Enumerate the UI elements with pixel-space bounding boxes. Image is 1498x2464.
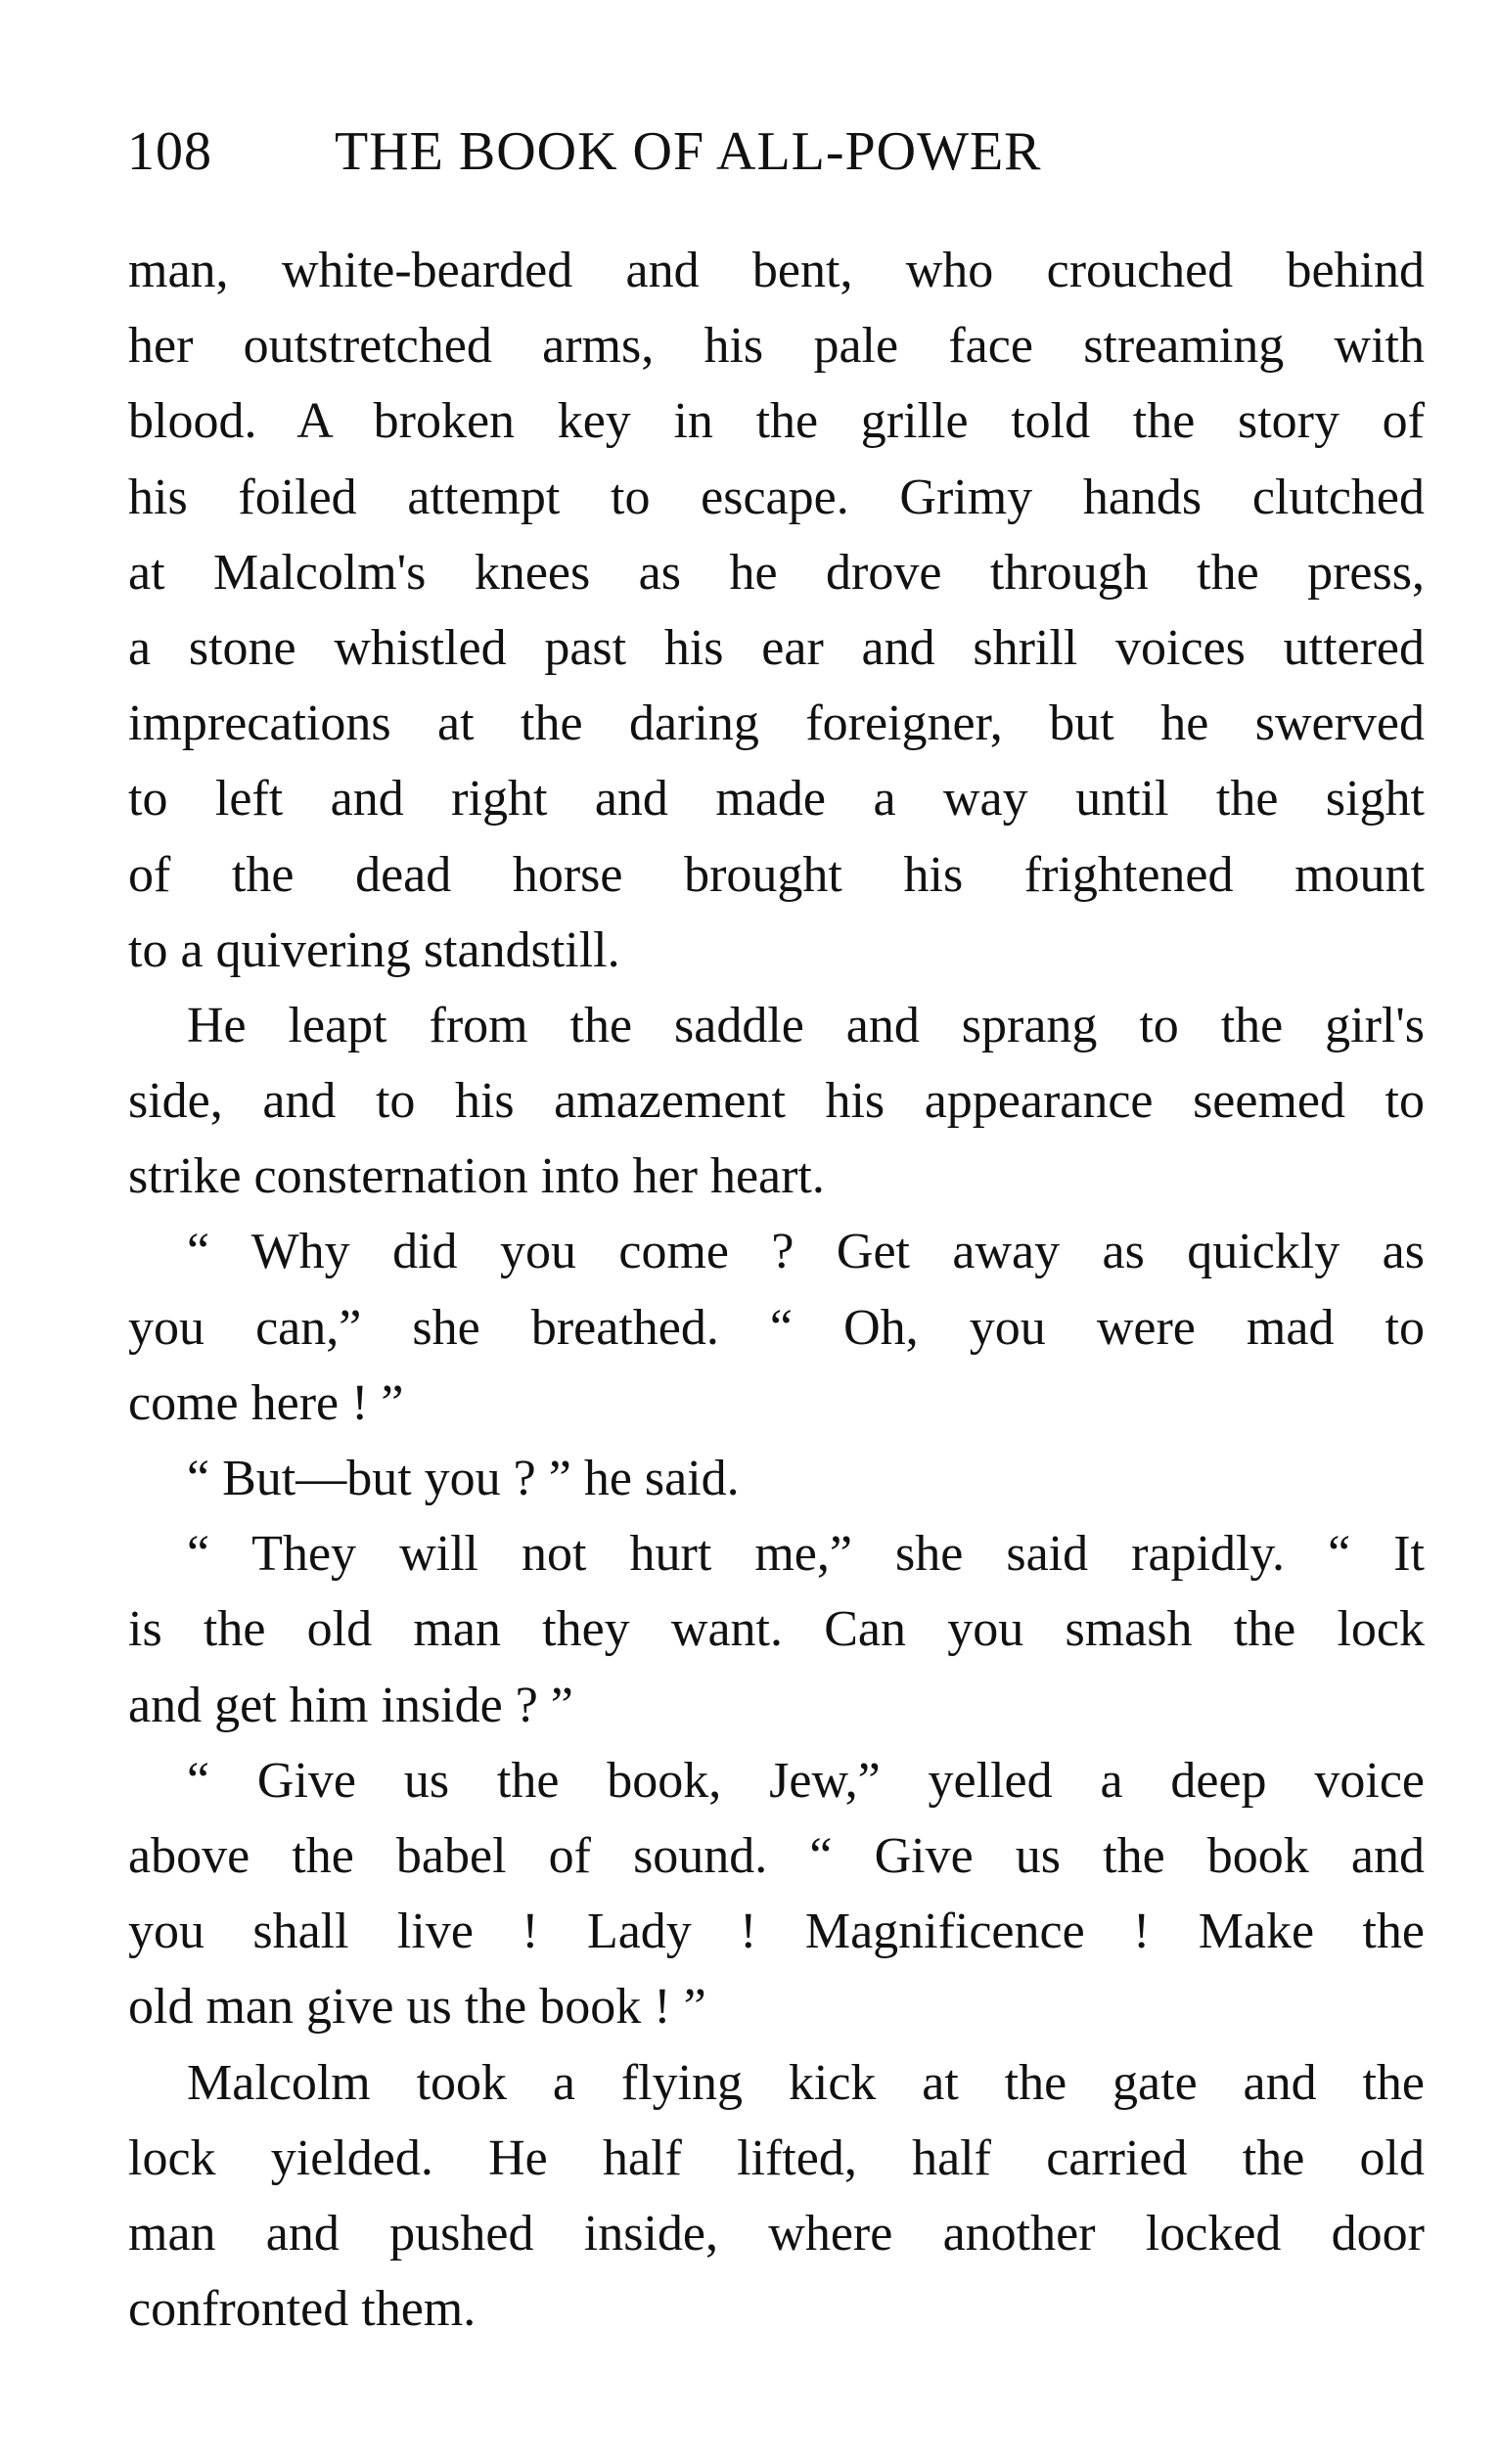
page-number: 108 xyxy=(127,121,212,182)
text-line: blood. A broken key in the grille told the story of xyxy=(128,393,1425,450)
text-line: his foiled attempt to escape. Grimy hands clutched xyxy=(128,469,1425,525)
running-head xyxy=(127,117,1399,186)
text-line: “ Why did you come ? Get away as quickly as xyxy=(187,1224,1425,1280)
text-line: strike consternation into her heart. xyxy=(128,1148,825,1205)
running-head-title: THE BOOK OF ALL-POWER xyxy=(335,121,1042,182)
text-line: at Malcolm's knees as he drove through the press, xyxy=(128,544,1425,601)
text-line: imprecations at the daring foreigner, but he swerved xyxy=(128,695,1425,752)
text-line: is the old man they want. Can you smash the lock xyxy=(128,1601,1425,1658)
text-line: “ They will not hurt me,” she said rapidly. “ It xyxy=(187,1526,1425,1583)
text-line: come here ! ” xyxy=(128,1374,404,1431)
text-line: man and pushed inside, where another locked door xyxy=(128,2205,1425,2262)
text-line: man, white-bearded and bent, who crouched behind xyxy=(128,243,1425,298)
text-line: and get him inside ? ” xyxy=(128,1677,573,1733)
text-line: confronted them. xyxy=(128,2281,477,2338)
text-line: to a quivering standstill. xyxy=(128,921,620,978)
text-line: to left and right and made a way until the sight xyxy=(128,771,1425,828)
text-line: above the babel of sound. “ Give us the book and xyxy=(128,1827,1425,1884)
text-line: side, and to his amazement his appearance seemed to xyxy=(128,1073,1425,1130)
body-text xyxy=(128,233,1425,2347)
text-line: you can,” she breathed. “ Oh, you were mad to xyxy=(128,1299,1425,1356)
text-line: of the dead horse brought his frightened mount xyxy=(128,846,1425,903)
text-line: “ But—but you ? ” he said. xyxy=(187,1451,740,1506)
text-line: a stone whistled past his ear and shrill voices uttered xyxy=(128,619,1425,676)
text-line: lock yielded. He half lifted, half carried the old xyxy=(128,2129,1425,2186)
text-line: “ Give us the book, Jew,” yelled a deep voice xyxy=(187,1752,1425,1809)
text-line: you shall live ! Lady ! Magnificence ! Make the xyxy=(128,1904,1425,1960)
text-line: Malcolm took a flying kick at the gate and the xyxy=(187,2054,1425,2111)
text-line: her outstretched arms, his pale face streaming with xyxy=(128,318,1425,375)
text-line: old man give us the book ! ” xyxy=(128,1979,706,2036)
text-line: He leapt from the saddle and sprang to the girl's xyxy=(187,997,1425,1053)
